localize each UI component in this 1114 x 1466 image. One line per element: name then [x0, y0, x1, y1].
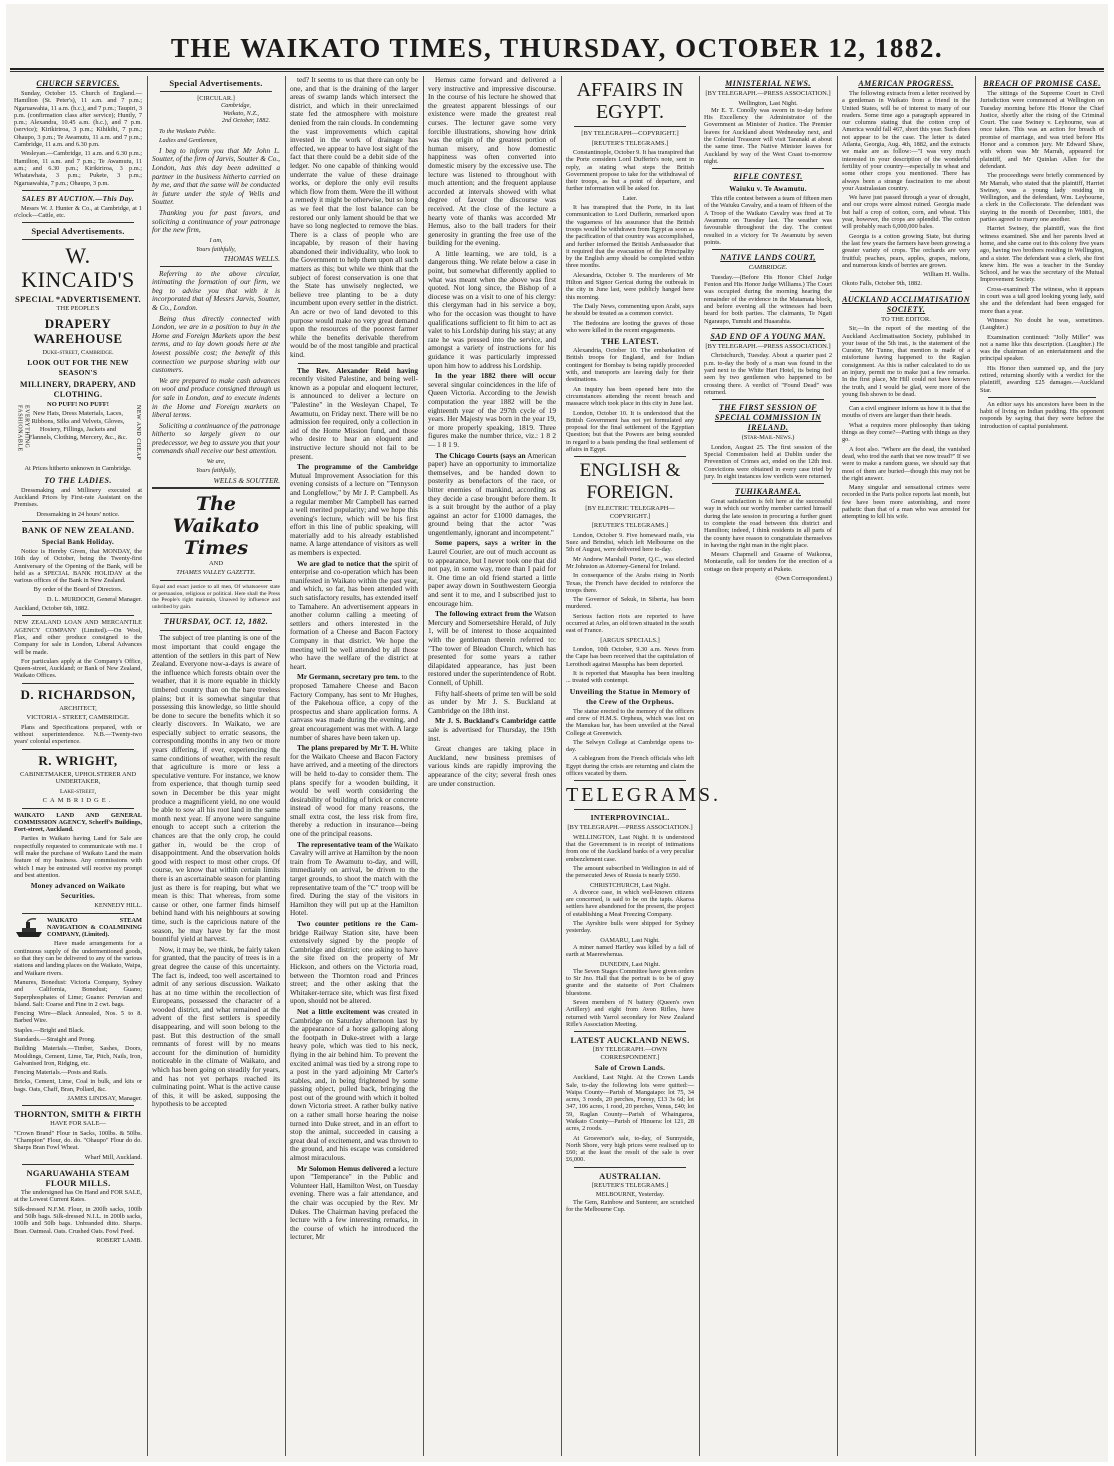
- bnz-signature: D. L. MURDOCH, General Manager.: [46, 595, 142, 603]
- bnz-date: Auckland, October 6th, 1882.: [14, 605, 89, 613]
- divider: [574, 1031, 686, 1032]
- divider: [22, 239, 134, 240]
- letter-iam: I am,: [209, 236, 223, 244]
- divider: [712, 168, 824, 169]
- australian-sub: [REUTER'S TELEGRAMS.]: [591, 1181, 669, 1189]
- grosvenor-text: At Grosvenor's sale, to-day, of Sunnyside, North Shore, very high prices were realised up to £60; at the least the result of the sale is over £6,000.: [566, 1134, 694, 1164]
- first-session-heading: THE FIRST SESSION OF SPECIAL COMMISSION IN IRELAND.: [714, 403, 822, 433]
- american-heading: AMERICAN PROGRESS.: [858, 79, 954, 88]
- rifle-heading: RIFLE CONTEST.: [733, 172, 803, 182]
- bnz-text: Notice is Hereby Given, that MONDAY, the 16th day of October, being the Twenty-first Anniversary of the Opening of the Bank, will be held as a SPECIAL BANK HOLIDAY at the various offices of the Bank in New Zealand.: [14, 547, 142, 585]
- english-foreign-heading: ENGLISH & FOREIGN.: [579, 460, 681, 504]
- programme-lead: The programme of the Cambridge: [297, 462, 418, 472]
- steam-company-heading: WAIKATO STEAM NAVIGATION & COALMINING COMPANY, (Limited).: [47, 916, 142, 939]
- breach-text-3: Harriet Swiney, the plaintiff, was the first witness examined. She and her parents lived at home, and she came out to this colony five years ago, having two brothers residing in Wellington, and a sister. The defendant was a clerk, she first knew him. He was a teacher in the Sunday School, and he was the secretary of the Mutual Improvement Society.: [980, 225, 1104, 284]
- divider: [160, 580, 272, 581]
- dressmaking-text: Dressmaking and Millinery executed at Auckland Prices by First-rate Assistant on the Premises.: [14, 486, 142, 509]
- fencing-wire-text: Fencing Wire—Black Annealed, Nos. 5 to 8. Barbed Wire.: [14, 1010, 142, 1025]
- egypt-text-3: Alexandria, October 9. The murderers of Mr Hilton and Signor Gericai during the outbreak in the city in June last, were publicly hanged here this morning.: [566, 271, 694, 301]
- wharf-mill: Wharf Mill, Auckland.: [84, 1153, 142, 1161]
- dunedin-dateline: DUNEDIN, Last Night.: [599, 960, 661, 968]
- native-lands-sub: CAMBRIDGE.: [748, 264, 788, 272]
- editorial-text: The subject of tree planting is one of the most important that could engage the attention of the settlers in this part of New Zealand. Everyone now-a-days is aware of the influence which forests obtain over the weather, that it is more equable in thickly timbered country than on the bare treeless plains; but it is somewhat singular that possessing this knowledge, so little should be done to secure the benefits which it so clearly discovers. In Waikato, we are especially subject to erratic seasons, the corresponding months in any two or more years differing, if ever, experiencing the same conditions of weather, with the result that agriculture is more or less a speculative venture. For instance, we know from experience, that though turnip seed sown in December be this year might produce a magnificent yield, no one would be able to sow all his root land in the same month next year. If anyone were sanguine enough to accept such a criterion the chances are that the only crop, he could gather in, would be the crop of disappointment. And the observation holds good with respect to most other crops. Of course, we know that within certain limits there is an ascertainable season for planting just as there is for reaping, but what we mean is this: That whereas, from some cause or other, one farmer finds himself behind hand with his neighbours at sowing time, such is the capricious nature of the season, he may have by far the most bountiful yield at harvest.: [152, 633, 280, 944]
- papers-text: Laurel Courier, are out of much account as to appearance, but I never took one that did not pay, in some way, more than I paid for it. One time an old friend started a little paper away down in Southwestern Georgia and sent it to me, and I subscribed just to encourage him.: [428, 547, 556, 608]
- rifle-subheading: Waiuku v. Te Awamutu.: [729, 185, 807, 194]
- no-puff: NO PUFF! NO PUFF!: [47, 401, 109, 409]
- cambridge-label: CAMBRIDGE.: [42, 797, 114, 805]
- acclimatisation-heading: AUCKLAND ACCLIMATISATION SOCIETY.: [842, 294, 970, 314]
- christchurch-dateline: CHRISTCHURCH, Last Night.: [589, 881, 671, 889]
- nz-loan-text: NEW ZEALAND LOAN AND MERCANTILE AGENCY COMPANY (Limited).—On Wool, Flax, and other produce consigned to the Company for sale in London, Liberal Advances will be made.: [14, 619, 142, 656]
- own-correspondent: (Own Correspondent.): [775, 575, 832, 583]
- wellington-text-2: The amount subscribed in Wellington in aid of the persecuted Jews of Russia is nearly £650.: [566, 864, 694, 880]
- masthead-title: THE WAIKATO TIMES, THURSDAY, OCTOBER 12, 1882.: [170, 33, 944, 63]
- egypt-text-8: London, October 10. It is understood that the British Government has not yet formulated any proposal for the final settlement of the Egyptian Question; but that the Powers are being sounded in regard to a basis pending the final settlement of affairs in Egypt.: [566, 409, 694, 453]
- oamaru-text: A miner named Hartley was killed by a fall of earth at Maerewhenua.: [566, 943, 694, 959]
- masthead-rule: [10, 68, 1104, 70]
- sales-heading: SALES BY AUCTION.—This Day.: [21, 194, 135, 203]
- breach-text-7: His Honor then summed up, and the jury retired, returning shortly with a verdict for the plaintiff, awarding £25 damages.—Auckland Star.: [980, 364, 1104, 394]
- american-text: The following extracts from a letter received by a gentleman in Waikato from a friend in the United States, will be of interest to many of our readers. Some time ago a paragraph appeared in our columns stating that the cotton crop of America would fall 467, short this year. Such does not appear to be the case. The letter is dated Atlanta, Georgia, Aug. 4th, 1882, and the extracts we make are as follow:—"I was very much interested in your description of the wonderful fertility of your country—especially in wheat and some other crops you mentioned. There has always been a strange fascination to me about your Australasian country.: [842, 90, 970, 192]
- ef-text-4: The Governor of Sekuk, in Siberia, has been murdered.: [566, 596, 694, 611]
- column-1: [14, 76, 142, 1456]
- special-ads-heading: Special Advertisements.: [31, 226, 125, 237]
- referral-text-2: Being thus directly connected with London, we are in a position to buy in the Home and Foreign Markets upon the best terms, and to lay down goods here at the lowest possible cost; the benefit of this connection we purpose sharing with our customers.: [152, 313, 280, 375]
- millinery-text: MILLINERY, DRAPERY, AND CLOTHING.: [20, 380, 136, 400]
- column-3: [290, 76, 418, 1456]
- dunedin-text-2: Seven members of N battery (Queen's own Artillery) and eight from Avon Rifles, have returned with Yarrol secondary for New Zealand Rifle's Association Meeting.: [566, 999, 694, 1028]
- special-ads-heading-2: Special Advertisements.: [169, 78, 263, 88]
- nameplate-and: AND: [208, 559, 224, 567]
- divider: [574, 126, 686, 127]
- steam-company-text: Have made arrangements for a continuous supply of the undermentioned goods, so that they can be delivered to any of the various stations and landing places on the Waikato, Waipa, and Waikare rivers.: [14, 940, 142, 977]
- christchurch-text-2: The Ayrshire bulls were shipped for Sydney yesterday.: [566, 920, 694, 935]
- first-session-text: London, August 25. The first session of the Special Commission held at Dublin under the Prevention of Crimes act, ended on the 12th inst. Convictions were obtained in every case tried by jury. In eight instances low verdicts were returned.: [704, 443, 832, 480]
- american-text-3: Georgia is a cotton growing State, but during the last few years the farmers have been growing a greater variety of crops. The orchards are very fruitful; peaches, pears, apples, grapes, melons, and numerous kinds of berries are grown.: [842, 232, 970, 269]
- divider: [574, 809, 686, 810]
- peoples-label: THE PEOPLE'S: [56, 305, 100, 313]
- breach-text-4: Cross-examined: The witness, who it appears in court was a tall good looking young lady, said she and the defendant had been engaged for more than a year.: [980, 285, 1104, 315]
- divider: [22, 749, 134, 750]
- divider: [850, 291, 962, 292]
- architect-label: ARCHITECT,: [59, 704, 97, 712]
- hemus-text: lecture upon "Temperance" in the Public and Volunteer Hall, Hamilton West, on Tuesday evening. There was a fair attendance, and the chair was occupied by the Rev. Mr Dukes. The Chairman having prefaced the lecture with a few interesting remarks, in the course of which he introduced the lecturer, Mr: [290, 1163, 419, 1242]
- american-text-2: We have just passed through a year of drought, and our crops were almost ruined. Georgia made but half a crop of cotton, corn, and wheat. This year, however, the crops are splendid. The cotton will probably reach 6,000,000 bales.: [842, 194, 970, 231]
- drapery-warehouse: DRAPERY WAREHOUSE: [33, 315, 123, 346]
- column-5: [566, 76, 721, 1456]
- chicago-lead: The Chicago Courts (says an: [435, 450, 526, 460]
- cabinetmaker-label: CABINETMAKER, UPHOLSTERER AND UNDERTAKER,: [19, 770, 137, 786]
- year-lead: In the year 1882 there will occur: [435, 371, 556, 381]
- acclimatisation-text: Sir,—In the report of the meeting of the Auckland Acclimatisation Society, published in your issue of the 5th inst., is the statement of the Curator, Mr Tunne, that mention is made of a misfortune having happened to the Raglan consignment. As this is rather calculated to do us an injury, permit me to make just a few remarks. In the first place, Mr Hill could not have known the truth, and I would be glad, were more of the young fish shown to be dead.: [842, 325, 970, 398]
- breach-text-2: The proceedings were briefly commenced by Mr Marrah, who stated that the plaintiff, Harriet Swiney, was a young lady residing in Wellington, and the defendant, Wm. Leyhourne, a clerk in the Collectorate. The defendant was staying in the month of December, 1881, the parties agreed to marry one another.: [980, 172, 1104, 224]
- duke-street: Duke-street, Cambridge.: [42, 348, 114, 356]
- reuters-label-2: [REUTER'S TELEGRAMS.]: [591, 522, 669, 530]
- waikato-land-agency: WAIKATO LAND AND GENERAL COMMISSION AGENCY, Scherff's Buildings, Fort-street, Auckland.: [14, 811, 142, 834]
- ef-text-3: In consequence of the Arabs rising in North Texas, the French have decided to reinforce the troops there.: [566, 572, 694, 594]
- divider: [712, 328, 824, 329]
- letter-yours: Yours faithfully,: [196, 246, 236, 254]
- editorial-date: THURSDAY, OCT. 12, 1882.: [163, 617, 269, 627]
- divider: [22, 913, 134, 914]
- civil-engineer-text: Can a civil engineer inform us how it is that the mouths of rivers are larger than their heads.: [842, 405, 970, 420]
- buckland-lead: Mr J. S. Buckland's Cambridge cattle: [435, 716, 556, 726]
- divider: [574, 456, 686, 457]
- letter-place-2: Waikato, N.Z.,: [223, 109, 259, 117]
- masthead: [6, 32, 1108, 64]
- dead-text: A foot also. "Where are the dead, the vanished dead, who trod the earth that we now tread?" If we were to make a random guess, we should say that most of them are buried—though this may not be the right answer.: [842, 445, 970, 482]
- divider: [152, 487, 280, 489]
- lake-street: Lake-street,: [59, 787, 97, 795]
- lindsay-signature: JAMES LINDSAY, Manager.: [67, 1095, 142, 1103]
- flour-list: "Crown Brand" Flour in Sacks, 100lbs. & 50lbs. "Champion" Flour, do. do. "Ohaupo" Flour do do. Sharps Bran Fowl Wheat.: [14, 1129, 142, 1152]
- reid-text: recently visited Palestine, and being well-known as a popular and eloquent lecturer, is announced to deliver a lecture on "Palestine" in the Wesleyan Chapel, Te Awamutu, on Friday next. There will be no admission fee required, only a collection in aid of the Home Mission fund, and those who desire to hear an eloquent and instructive lecture should not fail to be present.: [290, 374, 418, 461]
- year-text: several singular coincidences in the life of Queen Victoria. According to the Jewish computation the year 1882 will be the eighteenth year of the 297th cycle of 19 years. Her Majesty was born in the year 19, or more properly speaking, 1819. Three figures make the number thrice, viz.: 1 8 2 — 1 8 1 9.: [428, 379, 556, 449]
- goods-list-block: [14, 401, 142, 465]
- rifle-text: This rifle contest between a team of fifteen men of the Waiuku Cavalry, and a team of fifteen of the A Troop of the Waikato Cavalry was fired at Te Awamutu on Tuesday last. The weather was favourable throughout the day. The contest resulted in a victory for Te Awamutu by seven points.: [704, 195, 832, 246]
- letter-body-2: Thanking you for past favors, and soliciting a continuance of your patronage for the new firm,: [152, 207, 280, 235]
- dressmaking-notice: Dressmaking in 24 hours' notice.: [36, 510, 120, 518]
- glad-lead: We are glad to notice that the: [297, 558, 393, 568]
- letter-signature: THOMAS WELLS.: [223, 254, 280, 264]
- crown-lands-heading: Sale of Crown Lands.: [594, 1064, 666, 1073]
- dunedin-text: The Seven Stages Committee have given orders to Sir Jno. Hall that the portrait is to be of gray granite and the statuette of Port Chalmers bluestone.: [566, 967, 694, 997]
- ministerial-heading: MINISTERIAL NEWS.: [725, 79, 811, 88]
- philosophy-text: What a requires more philosophy than taking things as they come?—Parting with things as they go.: [842, 421, 970, 444]
- column-4: [428, 76, 556, 1456]
- bnz-subheading: Special Bank Holiday.: [41, 537, 115, 546]
- divider: [160, 266, 272, 267]
- oamaru-dateline: OAMARU, Last Night.: [600, 936, 660, 944]
- editorial-text-2: Now, it may be, we think, be fairly taken for granted, that the paucity of trees is in a great degree the cause of this uncertainty. The fact is, indeed, too well ascertained to admit of any serious discussion. Waikato has at no time within the recollection of Europeans, possessed the character of a wooded district, and what remained at the advent of the first settlers is speedily disappearing, and will soon belong to the past. But this destruction of the small remnants of forest will by no means account for the diminution of humidity noticeable in the climate of Waikato, and which has been going on steadily for years, and has not yet perhaps reached its culminating point. What is the active cause of this, it will be asked, supposing the hypothesis to be accepted: [152, 944, 280, 1109]
- interprovincial-heading: INTERPROVINCIAL.: [590, 813, 670, 823]
- extract-lead: The following extract from the: [435, 609, 533, 619]
- prices-text: At Prices hitherto unknown in Cambridge.: [24, 465, 132, 473]
- money-advanced: Money advanced on Waikato Securities.: [30, 882, 126, 901]
- english-foreign-sub: [BY ELECTRIC TELEGRAPH—COPYRIGHT.]: [585, 505, 675, 520]
- argus-label: [ARGUS SPECIALS.]: [600, 636, 660, 644]
- christchurch-text: A divorce case, in which well-known citizens are concerned, is said to be on the tapis. Akaroa settlers have abandoned for the present, the project of establishing a Meat Freezing Company.: [566, 888, 694, 918]
- ef-text-5: Serious faction riots are reported to have occurred at Arles, an old town situated in the south east of France.: [566, 612, 695, 635]
- egypt-text-4: The Daily News, commenting upon Arabi, says he should be treated as a common convict.: [566, 302, 694, 318]
- victoria-street: VICTORIA - STREET, CAMBRIDGE.: [26, 714, 130, 722]
- ef-text-1: London, October 9. Five homeward mails, via Suez and Brindisi, which left Melbourne on the 5th of August, were delivered here to-day.: [566, 531, 694, 554]
- side-label-right: NEW AND CHEAP: [135, 405, 141, 461]
- newspaper-page: [6, 4, 1108, 1462]
- chicago-text: American paper) have an opportunity to immortalize themselves, and be handed down to posterity as benefactors of the race, or bitter enemies of mankind, according as they decide a case brought before them. It is a suit brought by the author of a play against an actor for £1000 damages, the ground being that the actor "was ungentlemanly, ignorant and incompetent.": [428, 450, 557, 537]
- unveiling-text: The statue erected to the memory of the officers and crew of H.M.S. Orpheus, which was lost on the Manukau bar, has been unveiled at the Naval College at Greenwich.: [566, 707, 694, 737]
- manures-text: Manures, Bonedust: Victoria Company, Sydney and California, Bonedust; Guano; Superphosphates of Lime; Guano: Peruvian and Island. Salt: Coarse and Fine in 2 cwt. bags.: [14, 978, 142, 1008]
- unveiling-text-3: A cablegram from the French officials who left Egypt during the crisis are returning and claim the offices vacated by them.: [566, 755, 694, 777]
- extract-text: Watson Mercury and Somersetshire Herald, of July 1, will be of interest to those acquainted with the gentleman therein referred to: "The tower of Bleadon Church, which has presented for some years a rather dilapidated appearance, has just been restored under the superintendence of Robt. Connell, of Uphill.: [428, 609, 556, 687]
- germann-text: to the proposed Tamahere Cheese and Bacon Factory Company, has sent to Mr Hughes, of the Pakehoua office, a copy of the prospectus and share application forms. A canvass was made during the evening, and great encouragement was met with. A large number of shares have been taken up.: [290, 672, 419, 742]
- ladies-heading: TO THE LADIES.: [44, 475, 112, 485]
- church-services-text: Sunday, October 15. Church of England.—Hamilton (St. Peter's), 11 a.m. and 7 p.m.; Ngaruawahia, 11 a.m. (h.c.), and 7 p.m.; Taupiri, 3 p.m. (confirmation class after service); Huntly, 7 p.m.; Alexandra, 10.45 a.m. (h.c.), and 7 p.m. (service); Kirikiriroa, 3 p.m.; Kihikihi, 7 p.m.; Ohaupo, 3 p.m.; Te Awamutu, 11 a.m. and 7 p.m.; Cambridge, 11 a.m. and 6.30 p.m.: [14, 90, 142, 149]
- standards-text: Standards.—Straight and Prong.: [14, 1036, 96, 1043]
- column-2: [152, 76, 280, 1456]
- changes-text: Great changes are taking place in Auckland, new business premises of various kinds are rapidly improving the appearance of the city; several fresh ones are under construction.: [428, 744, 556, 788]
- divider: [712, 399, 824, 400]
- plans-lead: The plans prepared by Mr T. H.: [297, 743, 399, 753]
- ministerial-text: Mr E. T. Conolly was sworn in to-day before His Excellency the Administrator of the Government as Minister of Justice. The Premier leaves for Auckland about Wednesday next, and the Colonial Treasurer will visit Taranaki at about the same time. The Native Minister leaves for Auckland by way of the West Coast to-morrow night.: [704, 106, 832, 165]
- settlers-text: Messrs Chapmell and Graame of Waikorea, Montacutle, call for tenders for the erection of a cottage on their property at Pukete.: [704, 551, 832, 573]
- divider: [574, 780, 686, 781]
- divider: [22, 222, 134, 223]
- letter-yours-2: Yours faithfully,: [196, 467, 236, 475]
- wright-name: R. WRIGHT,: [38, 752, 118, 768]
- sad-end-text: Christchurch, Tuesday. About a quarter past 2 p.m. to-day the body of a man was found in the yard next to the White Hart Hotel, its being tied seen by two gentlemen who happened to be crossing there. A verdict of "Found Dead" was returned.: [704, 352, 832, 396]
- letter-date: 2nd October, 1882.: [221, 116, 271, 124]
- letter-body: I beg to inform you that Mr John L. Soutter, of the firm of Jarvis, Soutter & Co., London, has this day been admitted a partner in the business hitherto carried on by me, and that the same will be conducted in future under the style of Wells and Soutter.: [152, 145, 280, 207]
- lookout-text: LOOK OUT FOR THE NEW SEASON'S: [27, 358, 129, 378]
- kincaid-subtitle: SPECIAL *ADVERTISEMENT.: [15, 294, 141, 305]
- steamship-icon: [14, 917, 44, 939]
- referral-text-4: Soliciting a continuance of the patronage hitherto so largely given to our predecessor, we beg to assure you that your commands shall receive our best attention.: [152, 420, 280, 456]
- wellington-text: WELLINGTON, Last Night. It is understood that the Government is in receipt of intimations from one of the Auckland banks of a very peculiar embezzlement case.: [566, 833, 694, 863]
- editorial-continued: ted? It seems to us that there can only be one, and that is the draining of the larger areas of swamp lands which intersect the district, and which in their unreclaimed state fed the atmosphere with moisture denied from the rain clouds. In condemning the vast improvements which capital invested in the work of drainage has effected, we appear to have lost sight of the fact that there could be a debit side of the ledger. No one capable of thinking would underrate the value of these drainage works, or deplore the only evil results which flow from them. Were the ill without a remedy it might be otherwise, but so long as we feel that the lost balance can be restored our only lament should be that we have so long neglected to remove the bias. There is a class of people who are incapable, by reason of their having abandoned their individuality, who look to the Government to help them upon all such matters as this; but while we think that the subject of forest conservation is one that the State has unwisely neglected, we believe tree planting to be a duty incumbent upon every settler in the district. An acre or two of land devoted to this purpose would make no very great demand upon the resources of the poorest farmer while the benefits derivable therefrom would be of the most tangible and practical kind.: [290, 75, 418, 359]
- ngaruawahia-text: The undersigned has On Hand and FOR SALE, at the Lowest Current Rates.: [14, 1189, 142, 1204]
- side-label-left: EVERYTHING FASHIONABLE: [16, 405, 30, 453]
- germann-lead: Mr Germann, secretary pro tem.: [297, 672, 400, 682]
- petitions-lead: Two counter petitions re the Cam-: [297, 919, 418, 928]
- column-8: [980, 76, 1104, 1456]
- melbourne-text: The Gem, Rainbow and Sunterer, are scratched for the Melbourne Cup.: [566, 1198, 694, 1213]
- egypt-heading: AFFAIRS IN EGYPT.: [576, 79, 684, 123]
- divider: [22, 615, 134, 616]
- divider: [574, 1167, 686, 1168]
- excitement-lead: Not a little excitement was: [297, 1006, 385, 1016]
- steam-company-block: [14, 917, 142, 939]
- divider: [22, 1164, 134, 1165]
- american-signature: William H. Wallis.: [922, 271, 970, 279]
- tuhikaramea-text: Great satisfaction is felt here at the successful way in which our worthy member carried himself during the late session in procuring a further grant to complete the road between this district and Hamilton; indeed, I think residents in all parts of the county have reason to congratulate themselves in having the right man in the right place.: [704, 498, 832, 549]
- divider: [22, 1105, 134, 1106]
- divider: [22, 808, 134, 809]
- interprovincial-sub: [BY TELEGRAPH.—PRESS ASSOCIATION.]: [567, 824, 693, 832]
- column-6: [704, 76, 832, 1456]
- australian-heading: AUSTRALIAN.: [599, 1170, 661, 1181]
- sad-end-heading: SAD END OF A YOUNG MAN.: [710, 331, 826, 341]
- egypt-text-5: The Bedouins are looting the graves of those who were killed in the recent engagements.: [566, 319, 694, 334]
- buckland-text: sale is advertised for Thursday, the 19th inst.: [428, 724, 556, 743]
- letter-addressee: To the Waikato Public.: [159, 128, 216, 136]
- melbourne-dateline: MELBOURNE, Yesterday.: [595, 1191, 665, 1199]
- unveiling-heading: Unveiling the Statue in Memory of the Crew of the Orpheus.: [569, 686, 691, 706]
- ngaruawahia-heading: NGARUAWAHIA STEAM FLOUR MILLS.: [26, 1168, 130, 1189]
- egypt-subheading: [BY TELEGRAPH—COPYRIGHT.]: [581, 130, 679, 137]
- building-text: Building Materials.—Timber, Sashes, Doors, Mouldings, Cement, Lime, Tar, Pitch, Nails, Iron, Galvanised Iron, Ridging, etc.: [14, 1045, 142, 1067]
- breach-text-5: Witness: No doubt he was, sometimes. (Laughter.): [980, 316, 1104, 332]
- tuhikaramea-heading: TUHIKARAMEA.: [735, 487, 801, 497]
- letter-weare: We are,: [206, 458, 226, 466]
- divider: [988, 397, 1096, 398]
- goods-list: New Hats, Dress Materials, Laces, Ribbons, Silks and Velvets, Gloves, Hosiery, Fillings, Jackets and Flannels, Clothing, Mercery, &c., &c.: [28, 409, 128, 441]
- programme-text: Mutual Improvement Association for this evening consists of a lecture on "Tennyson and Longfellow," by Mr J. P. Campbell. As a regular member Mr Campbell has earned a well merited popularity; and we hope this evening's lecture, which will be his first effort in this line of public speaking, will materially add to his already established name. A large attendance of visitors as well as members is expected.: [290, 470, 418, 558]
- bnz-heading: BANK OF NEW ZEALAND.: [21, 524, 135, 535]
- circular-label: [CIRCULAR.]: [197, 95, 235, 102]
- hemus-lead: Mr Solomon Hemus delivered a: [297, 1163, 397, 1173]
- latest-heading: THE LATEST.: [601, 336, 659, 347]
- divider: [850, 401, 962, 402]
- paper-nameplate: The Waikato Times: [172, 492, 260, 559]
- robert-lamb-signature: ROBERT LAMB.: [96, 1236, 142, 1244]
- divider: [22, 521, 134, 522]
- divider: [712, 249, 824, 250]
- plans-text: Plans and Specifications prepared, with or without superintendence. N.B.—Twenty-two years' colonial experience.: [14, 723, 142, 746]
- breach-heading: BREACH OF PROMISE CASE.: [983, 79, 1101, 88]
- representative-lead: The representative team of the: [297, 839, 393, 849]
- plans-text: White for the Waikato Cheese and Bacon Factory have arrived, and a meeting of the directors will be held to-day to consider them. The plans specify for a wooden building, it would be well worth considering the desirability of building of brick or concrete instead of wood for many reasons, the small extra cost, the less risk from fire, thereby a reduction in insurance—being one of the principal reasons.: [290, 743, 418, 839]
- unveiling-text-2: The Selwyn College at Cambridge opens to-day.: [566, 738, 694, 754]
- american-date: Okoto Falls, October 9th, 1882.: [842, 280, 922, 288]
- first-session-sub: (Star-Mail-News.): [741, 434, 795, 442]
- divider: [160, 91, 272, 92]
- have-for-sale: HAVE FOR SALE—: [50, 1120, 106, 1128]
- letter-salutation: Ladies and Gentlemen,: [159, 137, 218, 145]
- letter-signature-2: WELLS & SOUTTER.: [213, 475, 280, 485]
- staples-text: Staples.—Bright and Black.: [14, 1026, 85, 1034]
- egypt-text-7: An inquiry has been opened here into the circumstances attending the recent breach and massacre which took place in this city in June last.: [566, 385, 694, 408]
- wesleyan-services-text: Wesleyan.—Cambridge, 11 a.m. and 6.30 p.m.; Hamilton, 11 a.m. and 7 p.m.; Te Awamutu, 11 a.m.; and 6.30 p.m.; Kirikiriroa, 3 p.m.; Whatawhata, 3 p.m.; Pukete, 3 p.m.; Ngaruawahia, 7 p.m.; Ohaupo, 3 p.m.: [14, 150, 142, 187]
- reid-lead: The Rev. Alexander Reid having: [297, 365, 418, 375]
- hemus-continued: Hemus came forward and delivered a very instructive and impressive discourse. In the course of his lecture he showed that the greatest apparent blessings of our existence were made the greatest real curses. The lecturer gave some very forcible illustrations, showing how drink was the origin of the greatest portion of human misery, and how domestic happiness was often converted into domestic misery by the excessive use. The lecture was listened to throughout with much attention; and the frequent applause accorded at intervals showed with what degree of favour the discourse was received. At the close of the lecture a hearty vote of thanks was accorded Mr Hemus, also to the ball traders for their generosity in granting the free use of the building for the evening.: [428, 75, 556, 248]
- nz-loan-text-2: For particulars apply at the Company's Office, Queen-street, Auckland; or Bank of New Zealand, Waikato Offices.: [14, 657, 142, 680]
- church-services-heading: CHURCH SERVICES.: [36, 79, 120, 88]
- divider: [22, 683, 134, 684]
- ef-text-2: Mr Andrew Marshall Porter, Q.C., was elected Mr Johnston as Attorney-General for Ireland.: [566, 555, 694, 570]
- auckland-news-sub: [BY TELEGRAPH.—OWN CORRESPONDENT.]: [592, 1046, 668, 1061]
- column-7: [842, 76, 970, 1456]
- glad-text: spirit of enterprise and co-operation which has been manifested in Waikato within the past year, and which, so far, has been attended with such satisfactory results, has extended itself to Tamahere. An advertisement appears in another column calling a meeting of settlers and others interested in the formation of a Cheese and Bacon Factory Company in that district. We hope the meeting will be well attended by all those who have the welfare of the district at heart.: [290, 558, 419, 671]
- petitions-text: bridge Railway Station site, have been extensively signed by the people of Cambridge and district; one asking to have the site fixed on the property of Mr Hickson, and others on the Victoria road, between the Thornton road and Princes street; and the other asking that the Whitaker-terrace site, which was first fixed upon, should not be altered.: [290, 927, 418, 1006]
- referral-text-3: We are prepared to make cash advances on wool and produce consigned through us for sale in London, and to execute indents in the Home and Foreign markets on liberal terms.: [152, 375, 280, 420]
- breach-text-1: The sittings of the Supreme Court in Civil Jurisdiction were commenced at Wellington on Tuesday morning before His Honor the Chief Justice, shortly after the rising of the Criminal Court. The case Swiney v. Leyhourne, was at once taken. This was an action for breach of promise of marriage, and was tried before His Honor and a common jury. Mr Edward Shaw, with whom was Mr Marrah, appeared for plaintiff, and Mr Quinlan Allen for the defendant.: [980, 90, 1104, 170]
- divider: [160, 630, 272, 631]
- divider: [160, 613, 272, 614]
- native-lands-text: Tuesday.—(Before His Honor Chief Judge Fenton and His Honor Judge Williams.) The Court was occupied during the morning hearing the remainder of the evidence in the Matamata block, and before evening all the witnesses had been heard for both parties. The claimants, Te Ngati Ngaraupo, Tumuhi and Huaarahia.: [704, 273, 832, 325]
- divider: [298, 363, 410, 364]
- egypt-text-2: It has transpired that the Porte, in its last communication to Lord Dufferin, remarked upon the vagueness of his assurance that the British troops would be withdrawn from Egypt as soon as the pacification of that country was accomplished, and further informed the British Ambassador that it required that the evacuation of the Principality by the English army should be completed within three months.: [566, 204, 694, 270]
- acclimatisation-sub: TO THE EDITOR.: [881, 315, 931, 323]
- crown-lands-text: Auckland, Last Night. At the Crown Lands Sale, to-day the following lots were quitted:—Waipa County—Parish of Mangaiapo: lot 75, 34 acres, 3 roods, 20 perches, Foresy, £13 3s 6d; lot 347, 106 acres, 1 rood, 20 perches, Venus, £40; lot 59, Raglan County—Parish of Whaingaroa, Waikato County—Parish of Hinuera: lot 121, 28 acres, 2 roods.: [566, 1074, 694, 1133]
- ef-text-7: It is reported that Masupha has been insulting ... treated with contempt.: [566, 670, 694, 685]
- divider: [22, 190, 134, 191]
- columns: [10, 76, 1104, 1456]
- fencing-materials-text: Fencing Materials.—Posts and Rails.: [14, 1069, 108, 1077]
- reuters-label: [REUTER'S TELEGRAMS.]: [591, 139, 669, 147]
- representative-text: Waikato Cavalry will arrive at Hamilton by the noon train from Te Awamutu to-day, and will, immediately on arrival, be driven to the target grounds, to shoot the match with the representative team of the "C" troop will be fired. During the stay of the visitors in Hamilton they will put up at the Hamilton Hotel.: [290, 839, 418, 918]
- egypt-text-1: Constantinople, October 9. It has transpired that the Porte considers Lord Dufferin's note, sent in reply, as stating what steps the British Government propose to take for the withdrawal of their troops, as but a point of departure, and further information will be asked for.: [566, 149, 695, 193]
- divider: [712, 483, 824, 484]
- papers-lead: Some papers, says a writer in the: [435, 538, 556, 548]
- auckland-news-heading: LATEST AUCKLAND NEWS.: [570, 1035, 690, 1046]
- learning-text: A little learning, we are told, is a dangerous thing. We relate below a case in point, but somewhat differently applied to what was meant when the above was first quoted. Not long since, the Bishop of a diocese was on a visit to one of his clergy: this clergyman had in his service a boy, who for the occasion was thought to have qualifications sufficient to fit him to act as valet to his Lordship during his stay; at any rate he was pressed into the service, and amongst a variety of instructions for his guidance it was particularly impressed upon him how to address his Lordship.: [428, 248, 556, 370]
- letter-place: Cambridge,: [221, 102, 251, 110]
- sales-text: Messrs W. J. Hunter & Co., at Cambridge, at 1 o'clock—Cattle, etc.: [14, 204, 142, 220]
- egypt-later: Later.: [622, 194, 638, 202]
- paris-text: Many singular and sensational crimes were recorded in the Paris police reports last month, but few have been more astonishing, and more pathetic than that of a man who was arrested for attempting to kill his wife.: [842, 484, 970, 521]
- thornton-heading: THORNTON, SMITH & FIRTH: [14, 1109, 142, 1120]
- fifty-text: Fifty half-sheets of prime ten will be sold as under by Mr J. S. Buckland at Cambridge on the 18th inst.: [428, 688, 556, 715]
- ngaruawahia-list: Silk-dressed N.F.M. Flour, in 200lb sacks, 100lb and 50lb bags. Silk-dressed N.I.L. in 200lb sacks, 100lb and 50lb bags. Unbranded ditto. Sharps. Bran. Oatmeal. Oats. Crushed Oats. Fowl Feed.: [14, 1205, 142, 1235]
- egypt-text-6: Alexandria, October 10. The embarkation of British troops for England, and for Indian contingent for Bombay is being rapidly proceeded with, and transports are leaving daily for their destinations.: [566, 347, 694, 384]
- masthead-rule-thin: [10, 71, 1104, 72]
- excitement-text: created in Cambridge on Saturday afternoon last by the appearance of a horse galloping along the footpath in Duke-street with a large heavy pole, which was tied to his neck, flying in the air behind him. To prevent the excited animal was tied by a strong rope to a post in the yard adjoining Mr Carter's stables, and, in being frightened by some passing object, pulled back, bringing the post out of the ground with which it bolted down Victoria street. A rather bulky native on a rather small horse hearing the noise turned into Duke street, and in an effort to stop the animal, succeeded in causing a great deal of excitement, and was thrown to the ground, and his escape was considered almost miraculous.: [290, 1006, 419, 1163]
- ministerial-sub: [BY TELEGRAPH.—PRESS ASSOCIATION.]: [705, 90, 831, 97]
- kennedy-hill: KENNEDY HILL.: [94, 902, 142, 910]
- bricks-text: Bricks, Cement, Lime, Coal in bulk, and kits or bags. Oats, Chaff, Bran, Pollard, &c.: [14, 1078, 142, 1093]
- nameplate-subtitle: THAMES VALLEY GAZETTE.: [176, 569, 256, 577]
- ministerial-dateline: Wellington, Last Night.: [738, 99, 798, 107]
- waikato-land-text: Parties in Waikato having Land for Sale are respectfully requested to communicate with me. I will make the purchase of Waikato Land the main feature of my business. Any commissions with which I may be entrusted will receive my prompt and best attention.: [14, 835, 142, 879]
- editor-text: An editor says his ancestors have been in the habit of living on Indian pudding. His opponent responds by saying that they were before the introduction of capital punishment.: [980, 400, 1104, 430]
- native-lands-heading: NATIVE LANDS COURT,: [720, 253, 816, 263]
- referral-text: Referring to the above circular, intimating the formation of our firm, we beg to advise you that with it is incorporated that of Messrs Jarvis, Soutter, & Co., London.: [152, 268, 280, 312]
- breach-text-6: Examination continued: "Jolly Miller" was not a name like this description. (Laughter.) He was the chairman of an entertainment and the principal speaker.: [980, 333, 1104, 363]
- bnz-order: By order of the Board of Directors.: [33, 586, 123, 594]
- telegrams-heading: TELEGRAMS.: [566, 784, 721, 807]
- sad-end-sub: [BY TELEGRAPH.—PRESS ASSOCIATION.]: [705, 342, 831, 350]
- richardson-name: D. RICHARDSON,: [20, 686, 136, 702]
- ef-text-6: London, 10th October, 9.30 a.m. News from the Cape has been received that the capitulation of Lerothodi against Masupha has been deported.: [566, 646, 694, 668]
- kincaid-name: W. KINCAID'S: [21, 243, 135, 293]
- paper-motto: Equal and exact justice to all men, Of whatsoever state or persuasion, religious or political. Here shall the Press the People's right maintain, Unawed by influence and unbribed by gain.: [152, 583, 280, 610]
